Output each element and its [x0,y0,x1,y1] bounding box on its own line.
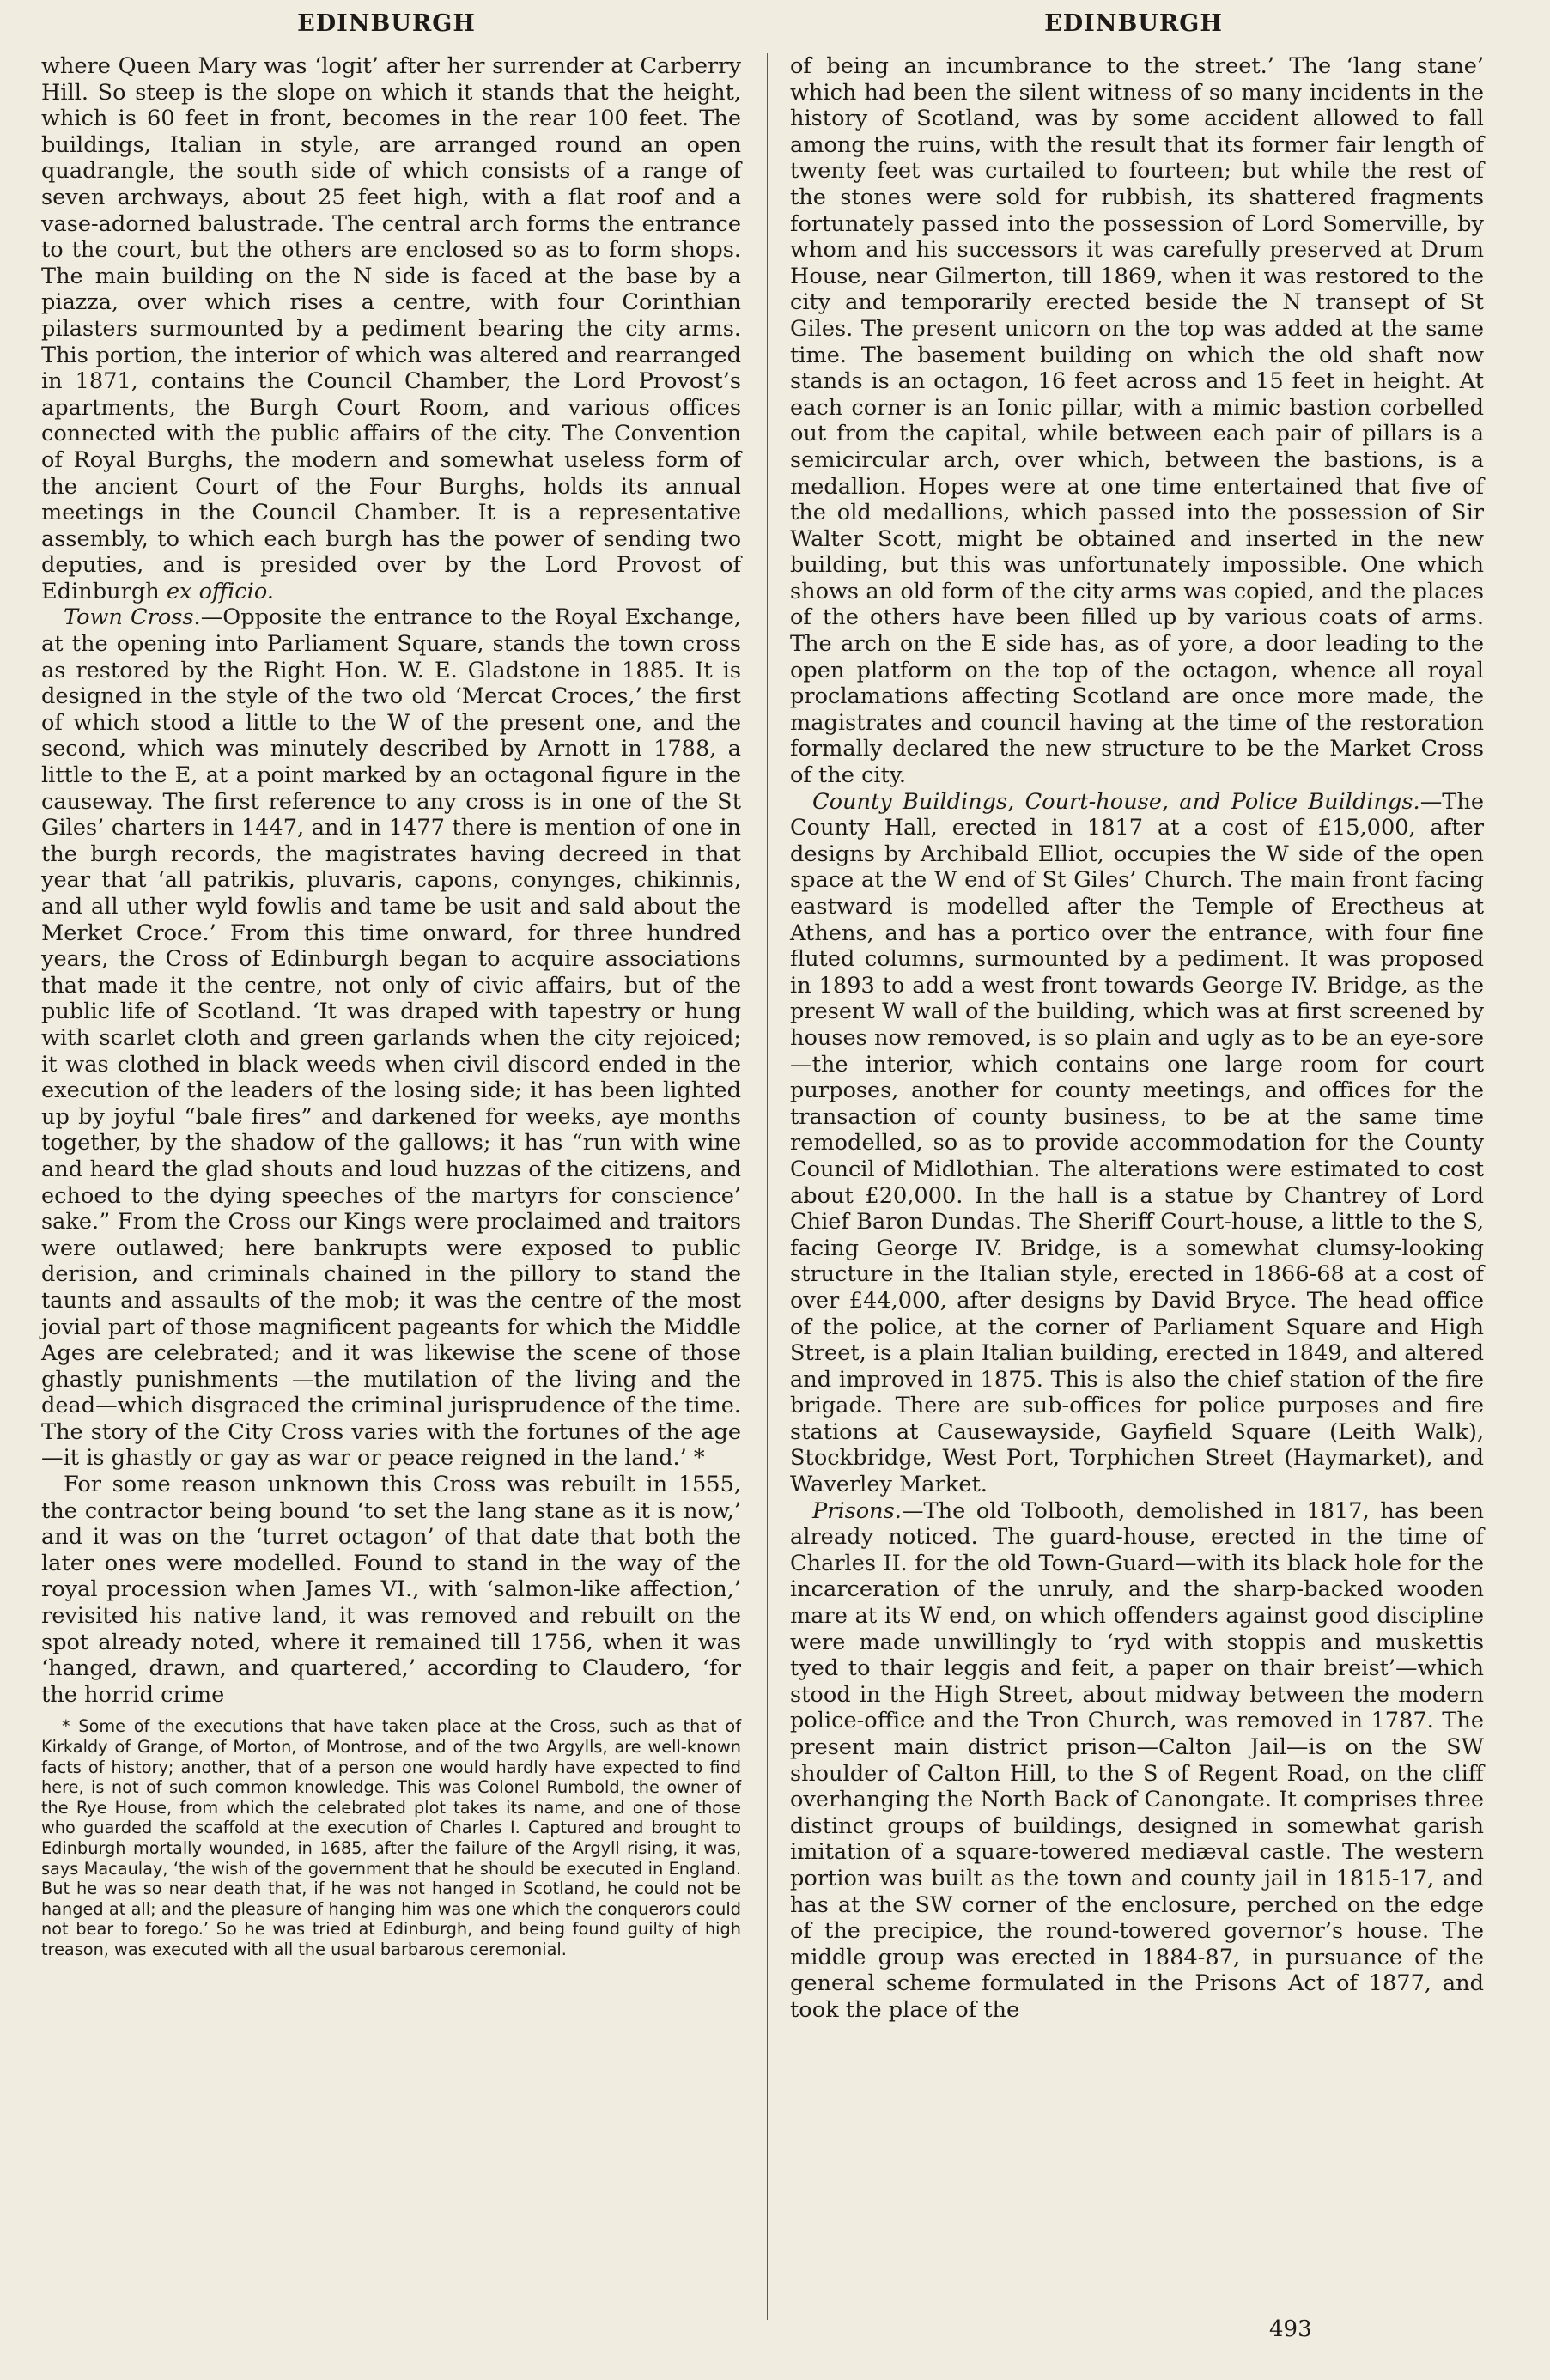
paragraph-text: —The old Tolbooth, demolished in 1817, has been already noticed. The guard-house, erected in the time of Charles II. for the old Town-Guard—with its black hole for the incarceration of the unruly, and the sharp-backed wooden mare at its W end, on which offenders against good discipline were made unwillingly to ‘ryd with stoppis and muskettis tyed to thair leggis and feit, a paper on thair breist’—which stood in the High Street, about midway between the modern police-office and the Tron Church, was removed in 1787. The present main district prison—Calton Jail—is on the SW shoulder of Calton Hill, to the S of Regent Road, on the cliff overhanging the North Back of Canongate. It comprises three distinct groups of buildings, designed in somewhat garish imitation of a square-towered mediæval castle. The western portion was built as the town and county jail in 1815-17, and has at the SW corner of the enclosure, perched on the edge of the precipice, the round-towered governor’s house. The middle group was erected in 1884-87, in pursuance of the general scheme formulated in the Prisons Act of 1877, and took the place of the [790,1497,1484,2023]
running-header-right: EDINBURGH [1044,10,1223,37]
page-number: 493 [1269,2316,1312,2342]
right-column [790,53,1484,2024]
paragraph-prisons [790,1498,1484,2024]
section-heading-town-cross: Town Cross. [64,604,201,631]
italic-phrase: ex officio. [166,578,274,604]
paragraph-text: —The County Hall, erected in 1817 at a cost of £15,000, after designs by Archibald Elliot, occupies the W side of the open space at the W end of St Giles’ Church. The main front facing eastward is modelled after the Temple of Erectheus at Athens, and has a portico over the entrance, with four fine fluted columns, surmounted by a pediment. It was proposed in 1893 to add a west front towards George IV. Bridge, as the present W wall of the building, which was at first screened by houses now removed, is so plain and ugly as to be an eye-sore—the interior, which contains one large room for court purposes, another for county meetings, and offices for the transaction of county business, to be at the same time remodelled, so as to provide accommodation for the County Council of Midlothian. The alterations were estimated to cost about £20,000. In the hall is a statue by Chantrey of Lord Chief Baron Dundas. The Sheriff Court-house, a little to the S, facing George IV. Bridge, is a somewhat clumsy-looking structure in the Italian style, erected in 1866-68 at a cost of over £44,000, after designs by David Bryce. The head office of the police, at the corner of Parliament Square and High Street, is a plain Italian building, erected in 1849, and altered and improved in 1875. This is also the chief station of the fire brigade. There are sub-offices for police purposes and fire stations at Causewayside, Gayfield Square (Leith Walk), Stockbridge, West Port, Torphichen Street (Haymarket), and Waverley Market. [790,788,1484,1498]
paragraph-lang-stane [790,53,1484,789]
paragraph-text: where Queen Mary was ‘logit’ after her surrender at Carberry Hill. So steep is the slope on which it stands that the height, which is 60 feet in front, becomes in the rear 100 feet. The buildings, Italian in style, are arranged round an open quadrangle, the south side of which consists of a range of seven archways, about 25 feet high, with a flat roof and a vase-adorned balustrade. The central arch forms the entrance to the court, but the others are enclosed so as to form shops. The main building on the N side is faced at the base by a piazza, over which rises a centre, with four Corinthian pilasters surmounted by a pediment bearing the city arms. This portion, the interior of which was altered and rearranged in 1871, contains the Council Chamber, the Lord Provost’s apartments, the Burgh Court Room, and various offices connected with the public affairs of the city. The Convention of Royal Burghs, the modern and somewhat useless form of the ancient Court of the Four Burghs, holds its annual meetings in the Council Chamber. It is a representative assembly, to which each burgh has the power of sending two deputies, and is presided over by the Lord Provost of Edinburgh [41,53,741,604]
column-divider [767,53,768,2320]
paragraph-text: —Opposite the entrance to the Royal Exchange, at the opening into Parliament Square, stands the town cross as restored by the Right Hon. W. E. Gladstone in 1885. It is designed in the style of the two old ‘Mercat Croces,’ the first of which stood a little to the W of the present one, and the second, which was minutely described by Arnott in 1788, a little to the E, at a point marked by an octagonal figure in the causeway. The first reference to any cross is in one of the St Giles’ charters in 1447, and in 1477 there is mention of one in the burgh records, the magistrates having decreed in that year that ‘all patrikis, pluvaris, capons, conynges, chikinnis, and all uther wyld fowlis and tame be usit and sald about the Merket Croce.’ From this time onward, for three hundred years, the Cross of Edinburgh began to acquire associations that made it the centre, not only of civic affairs, but of the public life of Scotland. ‘It was draped with tapestry or hung with scarlet cloth and green garlands when the city rejoiced; it was clothed in black weeds when civil discord ended in the execution of the leaders of the losing side; it has been lighted up by joyful “bale fires” and darkened for weeks, aye months together, by the shadow of the gallows; it has “run with wine and heard the glad shouts and loud huzzas of the citizens, and echoed to the dying speeches of the martyrs for conscience’ sake.” From the Cross our Kings were proclaimed and traitors were outlawed; here bankrupts were exposed to public derision, and criminals chained in the pillory to stand the taunts and assaults of the mob; it was the centre of the most jovial part of those magnificent pageants for which the Middle Ages are celebrated; and it was likewise the scene of those ghastly punishments —the mutilation of the living and the dead—which disgraced the criminal jurisprudence of the time. The story of the City Cross varies with the fortunes of the age—it is ghastly or gay as war or peace reigned in the land.’ * [41,604,741,1472]
paragraph-text: For some reason unknown this Cross was rebuilt in 1555, the contractor being bound ‘to set the lang stane as it is now,’ and it was on the ‘turret octagon’ of that date that both the later ones were modelled. Found to stand in the way of the royal procession when James VI., with ‘salmon-like affection,’ revisited his native land, it was removed and rebuilt on the spot already noted, where it remained till 1756, when it was ‘hanged, drawn, and quartered,’ according to Claudero, ‘for the horrid crime [41,1472,741,1708]
section-heading-county-buildings: County Buildings, Court-house, and Police Buildings. [812,788,1420,815]
running-header-left: EDINBURGH [297,10,476,37]
paragraph-text: of being an incumbrance to the street.’ The ‘lang stane’ which had been the silent witness of so many incidents in the history of Scotland, was by some accident allowed to fall among the ruins, with the result that its former fair length of twenty feet was curtailed to fourteen; but while the rest of the stones were sold for rubbish, its shattered fragments fortunately passed into the possession of Lord Somerville, by whom and his successors it was carefully preserved at Drum House, near Gilmerton, till 1869, when it was restored to the city and temporarily erected beside the N transept of St Giles. The present unicorn on the top was added at the same time. The basement building on which the old shaft now stands is an octagon, 16 feet across and 15 feet in height. At each corner is an Ionic pillar, with a mimic bastion corbelled out from the capital, while between each pair of pillars is a semicircular arch, over which, between the bastions, is a medallion. Hopes were at one time entertained that five of the old medallions, which passed into the possession of Sir Walter Scott, might be obtained and inserted in the new building, but this was unfortunately impossible. One which shows an old form of the city arms was copied, and the places of the others have been filled up by various coats of arms. The arch on the E side has, as of yore, a door leading to the open platform on the top of the octagon, whence all royal proclamations affecting Scotland are once more made, the magistrates and council having at the time of the restoration formally declared the new structure to be the Market Cross of the city. [790,53,1484,789]
paragraph-county-buildings [790,789,1484,1498]
footnote: * Some of the executions that have taken place at the Cross, such as that of Kirkaldy of Grange, of Morton, of Montrose, and of the two Argylls, are well-known facts of history; another, that of a person one would hardly have expected to find here, is not of such common knowledge. This was Colonel Rumbold, the owner of the Rye House, from which the celebrated plot takes its name, and one of those who guarded the scaffold at the execution of Charles I. Captured and brought to Edinburgh mortally wounded, in 1685, after the failure of the Argyll rising, it was, says Macaulay, ‘the wish of the government that he should be executed in England. But he was so near death that, if he was not hanged in Scotland, he could not be hanged at all; and the pleasure of hanging him was one which the conquerors could not bear to forego.’ So he was tried at Edinburgh, and being found guilty of high treason, was executed with all the usual barbarous ceremonial. [41,1716,741,1959]
paragraph-guildhall [41,53,741,604]
paragraph-cross-rebuilt [41,1472,741,1708]
paragraph-town-cross [41,604,741,1472]
left-column [41,53,741,1960]
section-heading-prisons: Prisons. [812,1497,902,1524]
